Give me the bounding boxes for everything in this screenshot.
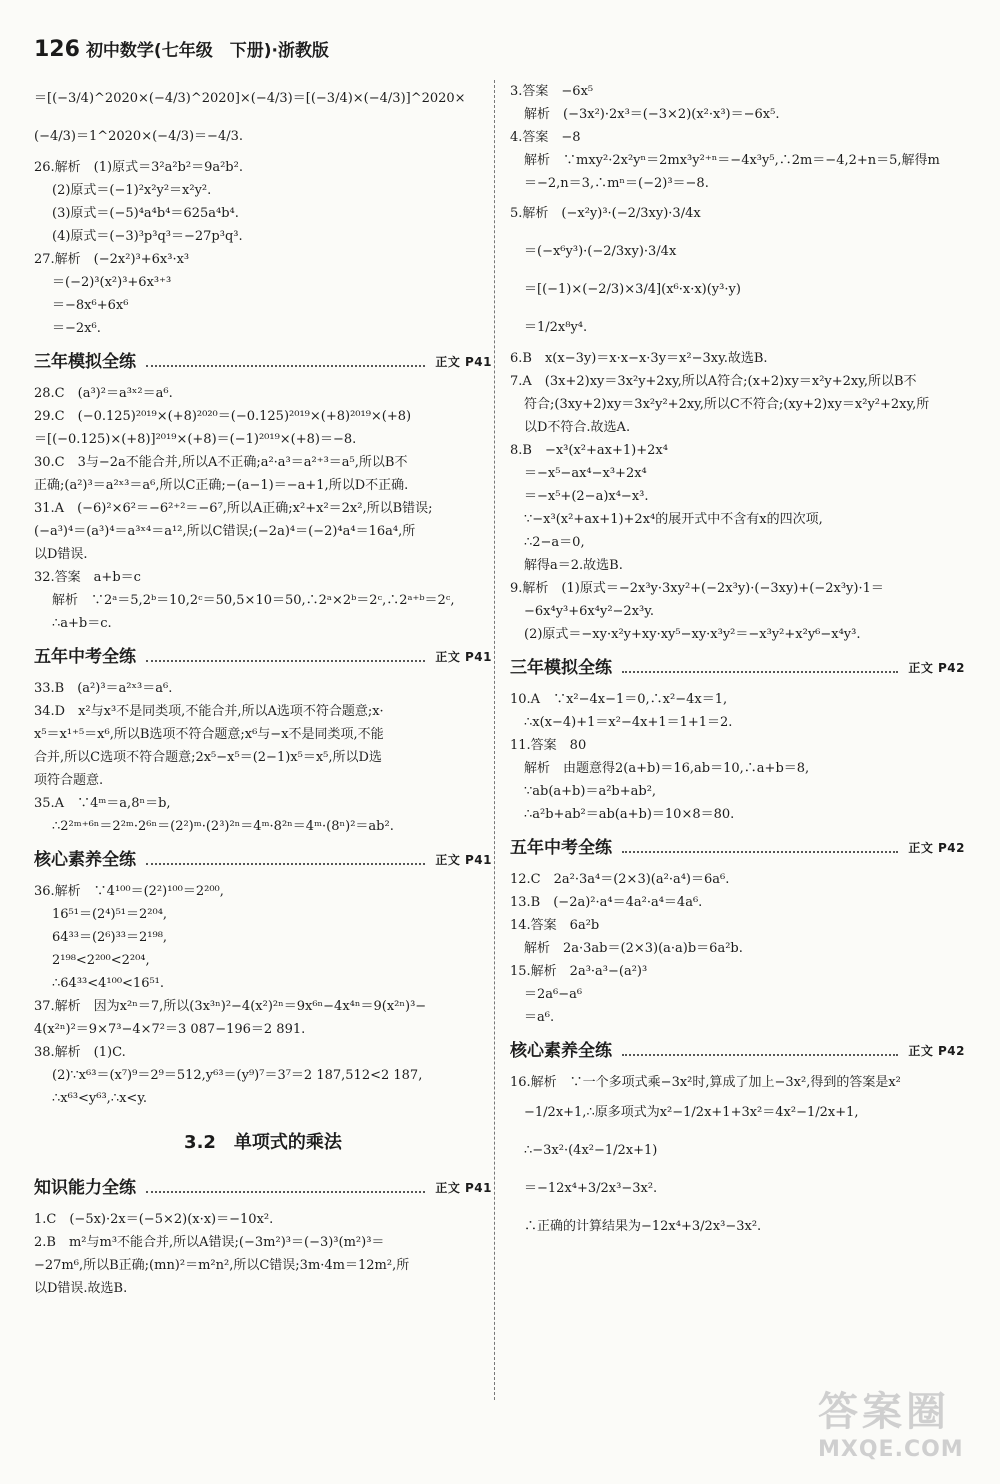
answer-line: ＝−x⁵−ax⁴−x³+2x⁴: [524, 466, 647, 481]
answer-line: 5.解析 (−x²y)³·(−2/3xy)·3/4x: [510, 206, 701, 221]
chapter-subtitle: 3.2 单项式的乘法: [184, 1132, 342, 1153]
answer-line: ＝−8x⁶+6x⁶: [52, 298, 129, 313]
answer-line: (4)原式＝(−3)³p³q³＝−27p³q³.: [52, 229, 243, 244]
leader-dots: [146, 365, 425, 367]
section-page-ref: 正文 P42: [908, 1044, 965, 1058]
answer-line: 26.解析 (1)原式＝3²a²b²＝9a²b².: [34, 160, 243, 175]
answer-line: x⁵＝x¹⁺⁵＝x⁶,所以B选项不符合题意;x⁶与−x不是同类项,不能: [34, 727, 384, 742]
answer-line: 9.解析 (1)原式＝−2x³y·3xy²+(−2x³y)·(−3xy)+(−2x³y)·1＝: [510, 581, 884, 596]
section-title: 知识能力全练: [34, 1178, 136, 1198]
answer-line: 解析 ∵2ᵃ＝5,2ᵇ＝10,2ᶜ＝50,5×10＝50,∴2ᵃ×2ᵇ＝2ᶜ,∴2ᵃ⁺ᵇ＝2ᶜ,: [52, 593, 455, 608]
answer-line: 解析 ∵mxy²·2x²yⁿ＝2mx³y²⁺ⁿ＝−4x³y⁵,∴2m＝−4,2+n＝5,解得m: [524, 153, 940, 168]
site-watermark: [818, 1380, 988, 1472]
section-title: 五年中考全练: [510, 838, 612, 858]
answer-line: ＝−12x⁴+3/2x³−3x².: [524, 1181, 658, 1196]
answer-line: ＝−2,n＝3,∴mⁿ＝(−2)³＝−8.: [524, 176, 709, 191]
section-page-ref: 正文 P42: [908, 661, 965, 675]
answer-line: 正确;(a²)³＝a²ˣ³＝a⁶,所以C正确;−(a−1)＝−a+1,所以D不正确.: [34, 478, 409, 493]
answer-line: −27m⁶,所以B正确;(mn)²＝m²n²,所以C错误;3m·4m＝12m²,所: [34, 1258, 410, 1273]
answer-line: 31.A (−6)²×6²＝−6²⁺²＝−6⁷,所以A正确;x²+x²＝2x²,所以B错误;: [34, 501, 433, 516]
answer-line: 11.答案 80: [510, 738, 587, 753]
section-title: 三年模拟全练: [34, 352, 136, 372]
answer-line: 4(x²ⁿ)²＝9×7³−4×7²＝3 087−196＝2 891.: [34, 1022, 306, 1037]
book-title: 初中数学(七年级 下册)·浙教版: [85, 41, 329, 61]
leader-dots: [146, 660, 425, 662]
column-divider: [494, 80, 495, 1400]
answer-line: 符合;(3xy+2)xy＝3x²y²+2xy,所以C不符合;(xy+2)xy＝x²y²+2xy,所: [524, 397, 930, 412]
answer-line: 16.解析 ∵一个多项式乘−3x²时,算成了加上−3x²,得到的答案是x²: [510, 1075, 901, 1090]
section-title: 核心素养全练: [510, 1041, 612, 1061]
answer-line: ∴x(x−4)+1＝x²−4x+1＝1+1＝2.: [524, 715, 733, 730]
answer-line: 29.C (−0.125)²⁰¹⁹×(+8)²⁰²⁰＝(−0.125)²⁰¹⁹×(+8)²⁰¹⁹×(+8): [34, 409, 412, 424]
leader-dots: [622, 1054, 898, 1056]
leader-dots: [622, 851, 898, 853]
answer-line: 7.A (3x+2)xy＝3x²y+2xy,所以A符合;(x+2)xy＝x²y+2xy,所以B不: [510, 374, 917, 389]
answer-line: 6.B x(x−3y)＝x·x−x·3y＝x²−3xy.故选B.: [510, 351, 768, 366]
answer-line: ∴2−a＝0,: [524, 535, 585, 550]
answer-line: ∴a+b＝c.: [52, 616, 112, 631]
section-heading: [34, 1172, 492, 1204]
answer-line: ∴−3x²·(4x²−1/2x+1): [524, 1143, 658, 1158]
answer-line: 12.C 2a²·3a⁴＝(2×3)(a²·a⁴)＝6a⁶.: [510, 872, 730, 887]
answer-line: 3.答案 −6x⁵: [510, 84, 594, 99]
section-page-ref: 正文 P41: [435, 1181, 492, 1195]
answer-line: 28.C (a³)²＝a³ˣ²＝a⁶.: [34, 386, 173, 401]
section-page-ref: 正文 P41: [435, 355, 492, 369]
answer-line: ＝[(−0.125)×(+8)]²⁰¹⁹×(+8)＝(−1)²⁰¹⁹×(+8)＝−8.: [34, 432, 357, 447]
answer-line: 13.B (−2a)²·a⁴＝4a²·a⁴＝4a⁶.: [510, 895, 703, 910]
answer-line: 项符合题意.: [34, 773, 104, 788]
answer-line: 10.A ∵x²−4x−1＝0,∴x²−4x＝1,: [510, 692, 728, 707]
section-title: 三年模拟全练: [510, 658, 612, 678]
answer-line: ＝(−2)³(x²)³+6x³⁺³: [52, 275, 172, 290]
section-heading: [34, 346, 492, 378]
answer-line: 8.B −x³(x²+ax+1)+2x⁴: [510, 443, 668, 458]
answer-line: ∴正确的计算结果为−12x⁴+3/2x³−3x².: [524, 1219, 762, 1234]
answer-line: 解析 2a·3ab＝(2×3)(a·a)b＝6a²b.: [524, 941, 743, 956]
answer-line: 35.A ∵4ᵐ＝a,8ⁿ＝b,: [34, 796, 171, 811]
answer-line: 4.答案 −8: [510, 130, 581, 145]
section-page-ref: 正文 P41: [435, 853, 492, 867]
answer-line: ∴2²ᵐ⁺⁶ⁿ＝2²ᵐ·2⁶ⁿ＝(2²)ᵐ·(2³)²ⁿ＝4ᵐ·8²ⁿ＝4ᵐ·(8ⁿ)²＝ab².: [52, 819, 394, 834]
answer-line: (2)∵x⁶³＝(x⁷)⁹＝2⁹＝512,y⁶³＝(y⁹)⁷＝3⁷＝2 187,512<2 187,: [52, 1068, 423, 1083]
answer-line: 解析 (−3x²)·2x³＝(−3×2)(x²·x³)＝−6x⁵.: [524, 107, 780, 122]
leader-dots: [622, 671, 898, 673]
answer-line: (−4/3)＝1^2020×(−4/3)＝−4/3.: [34, 129, 244, 144]
answer-line: ＝[(−1)×(−2/3)×3/4](x⁶·x·x)(y³·y): [524, 282, 741, 297]
section-heading: [34, 844, 492, 876]
answer-line: ∴64³³<4¹⁰⁰<16⁵¹.: [52, 976, 165, 991]
watermark-url: MXQE.COM: [818, 1437, 964, 1462]
answer-line: (2)原式＝(−1)²x²y²＝x²y².: [52, 183, 212, 198]
answer-line: 27.解析 (−2x²)³+6x³·x³: [34, 252, 190, 267]
answer-line: 37.解析 因为x²ⁿ＝7,所以(3x³ⁿ)²−4(x²)²ⁿ＝9x⁶ⁿ−4x⁴ⁿ＝9(x²ⁿ)³−: [34, 999, 427, 1014]
answer-line: 32.答案 a+b＝c: [34, 570, 141, 585]
answer-line: 16⁵¹＝(2⁴)⁵¹＝2²⁰⁴,: [52, 907, 168, 922]
answer-line: 合并,所以C选项不符合题意;2x⁵−x⁵＝(2−1)x⁵＝x⁵,所以D选: [34, 750, 382, 765]
answer-line: 1.C (−5x)·2x＝(−5×2)(x·x)＝−10x².: [34, 1212, 274, 1227]
answer-line: 以D不符合.故选A.: [524, 420, 631, 435]
answer-line: 64³³＝(2⁶)³³＝2¹⁹⁸,: [52, 930, 168, 945]
answer-line: ＝(−x⁶y³)·(−2/3xy)·3/4x: [524, 244, 677, 259]
answer-line: −1/2x+1,∴原多项式为x²−1/2x+1+3x²＝4x²−1/2x+1,: [524, 1105, 859, 1120]
answer-line: ＝[(−3/4)^2020×(−4/3)^2020]×(−4/3)＝[(−3/4)×(−4/3)]^2020×: [34, 91, 466, 106]
answer-line: (3)原式＝(−5)⁴a⁴b⁴＝625a⁴b⁴.: [52, 206, 239, 221]
answer-line: 2.B m²与m³不能合并,所以A错误;(−3m²)³＝(−3)³(m²)³＝: [34, 1235, 385, 1250]
answer-line: (−a³)⁴＝(a³)⁴＝a³ˣ⁴＝a¹²,所以C错误;(−2a)⁴＝(−2)⁴a⁴＝16a⁴,所: [34, 524, 416, 539]
leader-dots: [146, 863, 425, 865]
answer-line: 解得a＝2.故选B.: [524, 558, 623, 573]
answer-line: ＝2a⁶−a⁶: [524, 987, 583, 1002]
answer-line: 33.B (a²)³＝a²ˣ³＝a⁶.: [34, 681, 173, 696]
left-column: [34, 80, 492, 1300]
section-heading: [510, 1035, 965, 1067]
answer-line: 解析 由题意得2(a+b)＝16,ab＝10,∴a+b＝8,: [524, 761, 810, 776]
section-page-ref: 正文 P41: [435, 650, 492, 664]
section-heading: [34, 641, 492, 673]
answer-line: ＝1/2x⁸y⁴.: [524, 320, 588, 335]
answer-line: 34.D x²与x³不是同类项,不能合并,所以A选项不符合题意;x·: [34, 704, 384, 719]
answer-line: 以D错误.: [34, 547, 88, 562]
answer-line: 15.解析 2a³·a³−(a²)³: [510, 964, 648, 979]
section-page-ref: 正文 P42: [908, 841, 965, 855]
answer-line: ＝a⁶.: [524, 1010, 555, 1025]
answer-line: ∵ab(a+b)＝a²b+ab²,: [524, 784, 657, 799]
answer-line: 36.解析 ∵4¹⁰⁰＝(2²)¹⁰⁰＝2²⁰⁰,: [34, 884, 224, 899]
section-heading: [510, 652, 965, 684]
answer-line: −6x⁴y³+6x⁴y²−2x³y.: [524, 604, 654, 619]
answer-line: 38.解析 (1)C.: [34, 1045, 126, 1060]
answer-line: 以D错误.故选B.: [34, 1281, 128, 1296]
answer-line: (2)原式＝−xy·x²y+xy·xy⁵−xy·x³y²＝−x³y²+x²y⁶−x⁴y³.: [524, 627, 861, 642]
section-title: 五年中考全练: [34, 647, 136, 667]
answer-line: ∵−x³(x²+ax+1)+2x⁴的展开式中不含有x的四次项,: [524, 512, 823, 527]
answer-line: ＝−2x⁶.: [52, 321, 101, 336]
right-column: [510, 80, 965, 1246]
section-title: 核心素养全练: [34, 850, 136, 870]
answer-line: ＝−x⁵+(2−a)x⁴−x³.: [524, 489, 649, 504]
page-header: [34, 36, 329, 64]
answer-line: 14.答案 6a²b: [510, 918, 600, 933]
watermark-logo-text: 答案圈: [818, 1389, 950, 1435]
page-number: 126: [34, 37, 80, 62]
answer-line: 2¹⁹⁸<2²⁰⁰<2²⁰⁴,: [52, 953, 150, 968]
answer-line: ∴x⁶³<y⁶³,∴x<y.: [52, 1091, 148, 1106]
leader-dots: [146, 1191, 425, 1193]
section-heading: [510, 832, 965, 864]
answer-line: 30.C 3与−2a不能合并,所以A不正确;a²·a³＝a²⁺³＝a⁵,所以B不: [34, 455, 408, 470]
answer-line: ∴a²b+ab²＝ab(a+b)＝10×8＝80.: [524, 807, 735, 822]
